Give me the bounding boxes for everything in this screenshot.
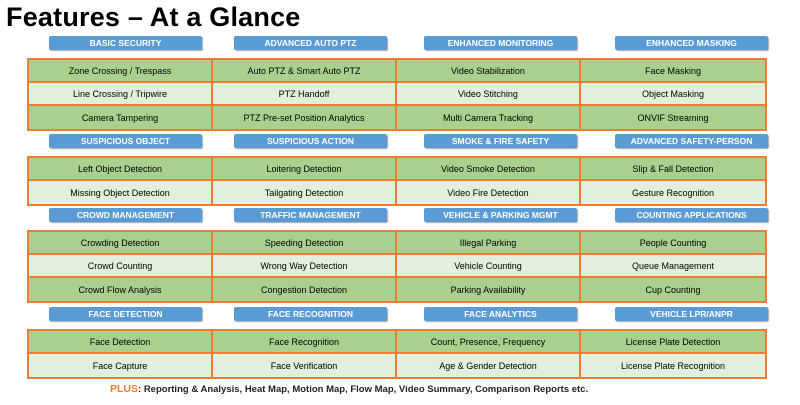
feature-grid	[27, 156, 767, 206]
feature-cell: Video Fire Detection	[397, 181, 581, 204]
feature-cell: Auto PTZ & Smart Auto PTZ	[213, 60, 397, 83]
category-header: ADVANCED AUTO PTZ	[234, 36, 387, 50]
feature-cell: ONVIF Streaming	[581, 106, 765, 129]
feature-grid	[27, 58, 767, 131]
feature-cell: Loitering Detection	[213, 158, 397, 181]
section-headers	[27, 307, 767, 323]
feature-cell: Multi Camera Tracking	[397, 106, 581, 129]
category-header: COUNTING APPLICATIONS	[615, 208, 768, 222]
feature-cell: Video Smoke Detection	[397, 158, 581, 181]
category-header: ADVANCED SAFETY-PERSON	[615, 134, 768, 148]
category-header: TRAFFIC MANAGEMENT	[234, 208, 387, 222]
feature-cell: Gesture Recognition	[581, 181, 765, 204]
category-header: VEHICLE LPR/ANPR	[615, 307, 768, 321]
feature-section-4	[27, 307, 767, 371]
category-header: FACE RECOGNITION	[234, 307, 387, 321]
feature-cell: Line Crossing / Tripwire	[29, 83, 213, 106]
feature-cell: Count, Presence, Frequency	[397, 331, 581, 354]
section-headers	[27, 208, 767, 224]
page-title: Features – At a Glance	[6, 2, 301, 32]
feature-cell: Congestion Detection	[213, 278, 397, 301]
feature-section-2	[27, 134, 767, 198]
category-header: FACE ANALYTICS	[424, 307, 577, 321]
category-header: BASIC SECURITY	[49, 36, 202, 50]
feature-cell: Face Verification	[213, 354, 397, 377]
plus-text: : Reporting & Analysis, Heat Map, Motion Map, Flow Map, Video Summary, Comparison Reports etc.	[138, 384, 589, 395]
category-header: SMOKE & FIRE SAFETY	[424, 134, 577, 148]
feature-cell: License Plate Detection	[581, 331, 765, 354]
feature-cell: Cup Counting	[581, 278, 765, 301]
feature-cell: People Counting	[581, 232, 765, 255]
feature-cell: Tailgating Detection	[213, 181, 397, 204]
category-header: SUSPICIOUS OBJECT	[49, 134, 202, 148]
feature-cell: Queue Management	[581, 255, 765, 278]
feature-cell: PTZ Handoff	[213, 83, 397, 106]
category-header: SUSPICIOUS ACTION	[234, 134, 387, 148]
feature-cell: Video Stabilization	[397, 60, 581, 83]
feature-cell: Crowd Flow Analysis	[29, 278, 213, 301]
section-headers	[27, 134, 767, 150]
feature-cell: License Plate Recognition	[581, 354, 765, 377]
feature-cell: Video Stitching	[397, 83, 581, 106]
feature-cell: Parking Availability	[397, 278, 581, 301]
feature-cell: Speeding Detection	[213, 232, 397, 255]
feature-cell: Face Detection	[29, 331, 213, 354]
feature-cell: Vehicle Counting	[397, 255, 581, 278]
feature-section-1	[27, 36, 767, 123]
feature-cell: Left Object Detection	[29, 158, 213, 181]
feature-cell: Camera Tampering	[29, 106, 213, 129]
footer-note	[110, 383, 588, 395]
feature-cell: Missing Object Detection	[29, 181, 213, 204]
feature-cell: Crowd Counting	[29, 255, 213, 278]
feature-cell: Wrong Way Detection	[213, 255, 397, 278]
feature-cell: Crowding Detection	[29, 232, 213, 255]
plus-label: PLUS	[110, 383, 139, 395]
feature-cell: Object Masking	[581, 83, 765, 106]
feature-cell: Age & Gender Detection	[397, 354, 581, 377]
category-header: ENHANCED MONITORING	[424, 36, 577, 50]
feature-cell: Slip & Fall Detection	[581, 158, 765, 181]
section-headers	[27, 36, 767, 52]
feature-cell: Face Masking	[581, 60, 765, 83]
category-header: ENHANCED MASKING	[615, 36, 768, 50]
feature-grid	[27, 230, 767, 303]
feature-cell: Face Recognition	[213, 331, 397, 354]
category-header: CROWD MANAGEMENT	[49, 208, 202, 222]
feature-cell: Zone Crossing / Trespass	[29, 60, 213, 83]
feature-grid	[27, 329, 767, 379]
category-header: VEHICLE & PARKING MGMT	[424, 208, 577, 222]
category-header: FACE DETECTION	[49, 307, 202, 321]
feature-cell: Illegal Parking	[397, 232, 581, 255]
feature-section-3	[27, 208, 767, 295]
feature-cell: Face Capture	[29, 354, 213, 377]
feature-cell: PTZ Pre-set Position Analytics	[213, 106, 397, 129]
